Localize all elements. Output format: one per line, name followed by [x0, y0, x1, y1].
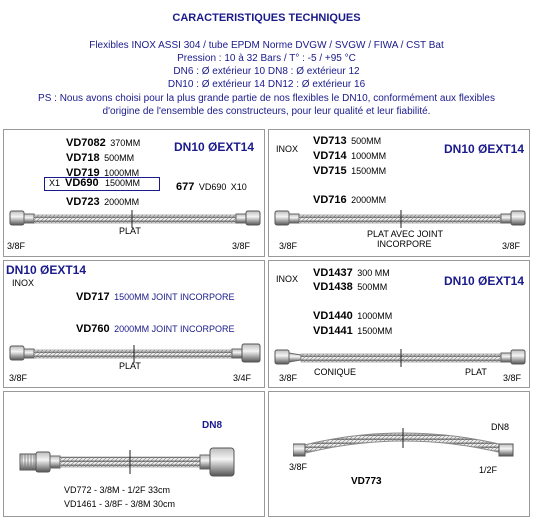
product-code: VD719	[66, 167, 100, 179]
diameter-label: DN8	[491, 422, 510, 432]
intro-line-1: Flexibles INOX ASSI 304 / tube EPDM Norme DVGW / SVGW / FIWA / CST Bat	[89, 40, 444, 51]
product-row	[76, 319, 234, 337]
product-line-1: VD772 - 3/8M - 1/2F 33cm	[64, 485, 171, 495]
product-panel-vd718	[3, 129, 265, 257]
right-fitting-label: 3/8F	[232, 241, 251, 251]
right-fitting-label: 1/2F	[479, 465, 498, 475]
right-fitting-label: 3/8F	[503, 373, 522, 383]
product-length: 2000MM JOINT INCORPORE	[114, 324, 235, 334]
hose-image	[18, 442, 238, 482]
intro-line-3: DN6 : Ø extérieur 10 DN8 : Ø extérieur 12	[173, 66, 360, 77]
product-panel-vd773	[268, 391, 530, 517]
pack-quantity: X10	[230, 182, 247, 192]
product-row	[313, 161, 386, 179]
left-fitting-type: CONIQUE	[314, 367, 357, 377]
product-length: 500MM	[351, 136, 382, 146]
product-row	[313, 321, 392, 339]
page-title: CARACTERISTIQUES TECHNIQUES	[172, 12, 361, 24]
product-code: VD717	[76, 291, 110, 303]
fitting-type-label-2: INCORPORE	[377, 239, 432, 249]
product-code: VD718	[66, 152, 100, 164]
hose-image	[273, 345, 527, 371]
right-fitting-type: PLAT	[465, 367, 487, 377]
product-length: 1500MM	[105, 178, 141, 188]
product-length: 1500MM JOINT INCORPORE	[114, 292, 235, 302]
product-row	[313, 277, 387, 295]
product-length: 300 MM	[357, 268, 390, 278]
diameter-label: DN10 ØEXT14	[444, 274, 525, 288]
product-code: VD1441	[313, 325, 353, 337]
product-length: 1000MM	[357, 311, 393, 321]
product-length: 2000MM	[351, 195, 387, 205]
product-length: 500MM	[104, 153, 135, 163]
product-code: VD714	[313, 150, 347, 162]
product-panel-vd1437	[268, 260, 530, 388]
diameter-label: DN10 ØEXT14	[444, 142, 525, 156]
quantity: X1	[49, 178, 61, 188]
product-panel-vd717	[3, 260, 265, 388]
product-code: VD1440	[313, 310, 353, 322]
intro-line-4: DN10 : Ø extérieur 14 DN12 : Ø extérieur 16	[167, 79, 366, 90]
pack-code: VD690	[198, 182, 227, 192]
diameter-label: DN10 ØEXT14	[6, 263, 87, 277]
left-fitting-label: 3/8F	[9, 373, 28, 383]
left-fitting-label: 3/8F	[279, 373, 298, 383]
product-code: VD1438	[313, 281, 353, 293]
fitting-type-label: PLAT	[119, 226, 141, 236]
diameter-label: DN10 ØEXT14	[174, 140, 255, 154]
product-code: VD713	[313, 135, 347, 147]
product-code: VD690	[65, 177, 99, 189]
product-code: VD715	[313, 165, 347, 177]
product-length: 500MM	[357, 282, 388, 292]
diameter-label: DN8	[202, 420, 223, 431]
left-fitting-label: 3/8F	[7, 241, 26, 251]
product-code: VD1437	[313, 267, 353, 279]
left-fitting-label: 3/8F	[279, 241, 298, 251]
product-line-2: VD1461 - 3/8F - 3/8M 30cm	[64, 499, 176, 509]
product-length: 1500MM	[357, 326, 393, 336]
product-code: VD760	[76, 323, 110, 335]
material-label: INOX	[276, 274, 299, 284]
product-code: VD716	[313, 194, 347, 206]
intro-line-6: d'origine de l'ensemble des constructeurs, pour leur qualité et leur fiabilité.	[102, 106, 431, 117]
material-label: INOX	[12, 278, 35, 288]
intro-line-5: PS : Nous avons choisi pour la plus grande partie de nos flexibles le DN10, conformément aux flexibles	[38, 93, 495, 104]
product-length: 1000MM	[351, 151, 387, 161]
product-length: 370MM	[110, 138, 141, 148]
product-code: VD723	[66, 196, 100, 208]
product-code: VD773	[351, 476, 382, 487]
left-fitting-label: 3/8F	[289, 462, 308, 472]
material-label: INOX	[276, 144, 299, 154]
product-length: 1500MM	[351, 166, 387, 176]
product-length: 1000MM	[104, 168, 140, 178]
boxed-product	[44, 177, 160, 191]
intro-line-2: Pression : 10 à 32 Bars / T° : -5 / +95 °C	[177, 53, 356, 64]
fitting-type-label: PLAT AVEC JOINT	[367, 229, 444, 239]
pack-number: 677	[176, 181, 195, 193]
product-panel-vd713	[268, 129, 530, 257]
hose-image	[293, 428, 515, 458]
product-panel-vd772	[3, 391, 265, 517]
product-length: 2000MM	[104, 197, 140, 207]
product-code: VD7082	[66, 137, 106, 149]
pack-offer	[176, 177, 247, 195]
right-fitting-label: 3/4F	[233, 373, 252, 383]
fitting-type-label: PLAT	[119, 361, 141, 371]
product-row	[76, 287, 234, 305]
right-fitting-label: 3/8F	[502, 241, 521, 251]
